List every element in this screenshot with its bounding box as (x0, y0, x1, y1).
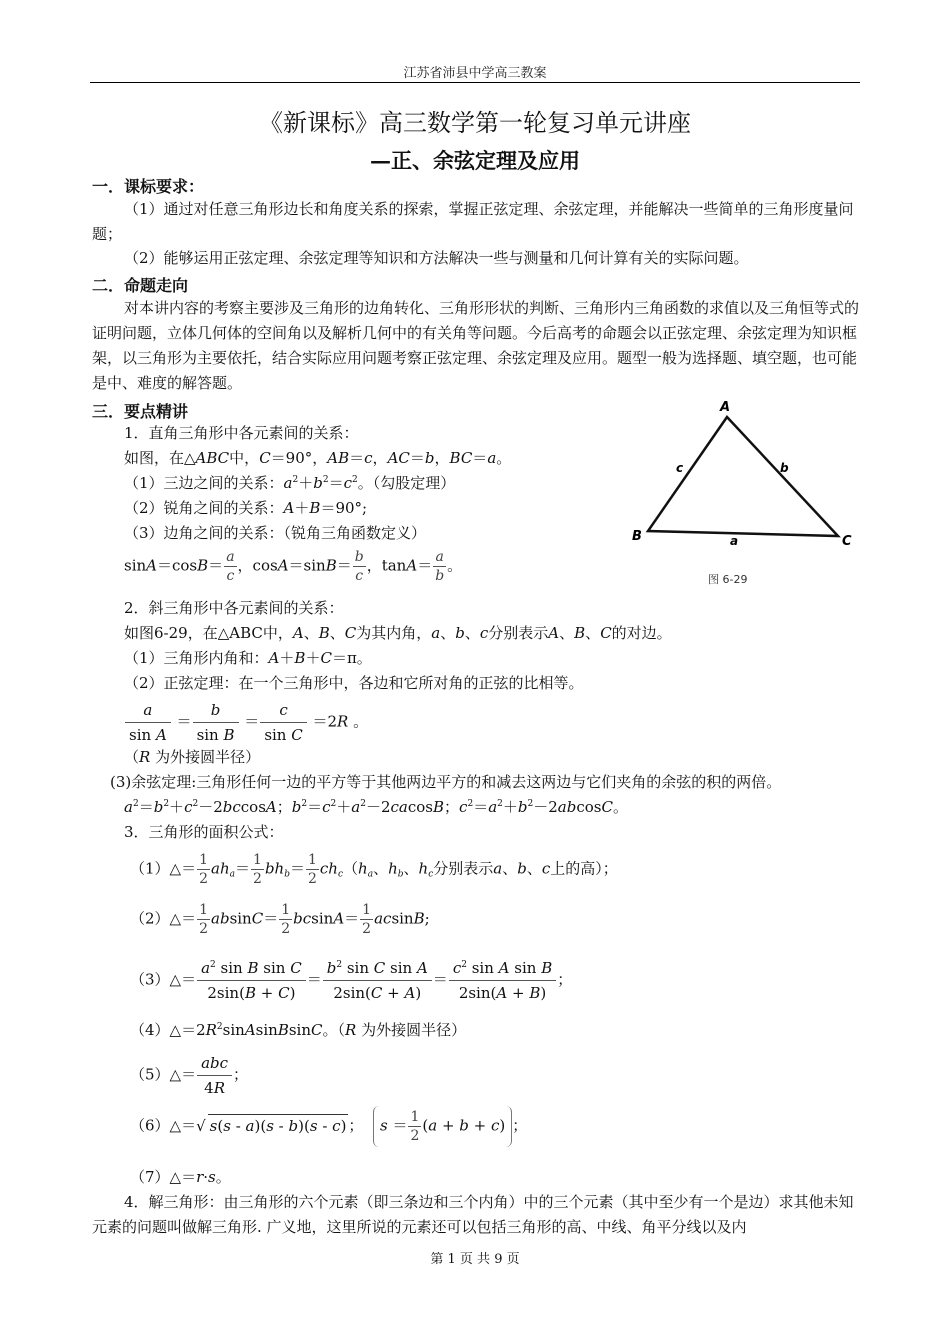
paragraph: （1）通过对任意三角形边长和角度关系的探索，掌握正弦定理、余弦定理，并能解决一些简单的三角形度量问题； (92, 200, 854, 243)
paragraph: 对本讲内容的考察主要涉及三角形的边角转化、三角形形状的判断、三角形内三角函数的求值以及三角恒等式的证明问题，立体几何体的空间角以及解析几何中的有关角等问题。今后高考的命题会以正弦定理、余弦定理为知识框架，以三角形为主要依托，结合实际应用问题考察正弦定理、余弦定理及应用。题型一般为选择题、填空题，也可能是中、难度的解答题。 (92, 299, 860, 392)
sine-law-line: （2）正弦定理：在一个三角形中，各边和它所对角的正弦的比相等。 (124, 674, 584, 692)
trig-formula: sinA＝cosB＝ $\frac{a}{c}$ ，cosA＝sinB＝ $\frac{b}{c}$ ，tanA＝ $\frac{a}{b}$ 。 (124, 549, 463, 584)
section-heading-3: 三．要点精讲 (92, 402, 189, 421)
area-formula-2: （2）△＝ $\frac{1}{2}$ absinC＝ $\frac{1}{2}$ bcsinA＝ $\frac{1}{2}$ acsinB; (130, 902, 430, 937)
point-1-title: 1．直角三角形中各元素间的关系： (124, 424, 359, 442)
cosine-law-line: (3)余弦定理:三角形任何一边的平方等于其他两边平方的和减去这两边与它们夹角的余弦的积的两倍。 (110, 773, 782, 791)
pythagoras-line: （1）三边之间的关系：$a^2+b^2=c^2$。（勾股定理） (124, 474, 456, 492)
side-b-label: b (780, 461, 789, 475)
area-formula-4: $(4)\triangle=2R^2sinAsinBsinC$。（R 为外接圆半径） (130, 1021, 467, 1039)
area-formula-7: （7）△＝r·s。 (130, 1168, 231, 1186)
figure-caption: 图 6-29 (708, 573, 748, 586)
area-formula-3: （3）△＝ $\frac{a^2 \sin B \sin C}{2\sin(B + C)}$ ＝ $\frac{b^2 \sin C \sin A}{2\sin(C + A)}$ ＝ $\frac{c^2 \sin A \sin B}{2\sin(A + B)}$ ； (130, 956, 572, 1005)
side-c-label: c (676, 461, 684, 475)
page-title: 《新课标》高三数学第一轮复习单元讲座 (259, 109, 691, 137)
section-heading-2: 二．命题走向 (92, 276, 189, 295)
paragraph: 4．解三角形：由三角形的六个元素（即三条边和三个内角）中的三个元素（其中至少有一个是边）求其他未知元素的问题叫做解三角形. 广义地，这里所说的元素还可以包括三角形的高、中线、角平分线以及内 (92, 1193, 854, 1236)
area-formula-6: （6）△＝√ s(s - a)(s - b)(s - c) ； s ＝ $\frac{1}{2}$ (a + b + c) ； (130, 1106, 527, 1147)
point-2-title: 2．斜三角形中各元素间的关系： (124, 599, 344, 617)
point-2-intro: 如图6-29，在△ABC中，A、B、C为其内角，a、b、c分别表示A、B、C的对边。 (124, 624, 672, 642)
acute-angle-line: （2）锐角之间的关系：A＋B＝90°; (124, 499, 368, 517)
paragraph: （2）能够运用正弦定理、余弦定理等知识和方法解决一些与测量和几何计算有关的实际问题。 (124, 249, 749, 267)
radius-note: （R 为外接圆半径） (124, 748, 261, 766)
side-a-label: a (730, 534, 739, 548)
header-rule (90, 82, 860, 83)
angle-sum-line: （1）三角形内角和：A＋B＋C＝π。 (124, 649, 372, 667)
cosine-law-formula: $a^2=b^2+c^2-2bccosA$；$b^2=c^2+a^2-2cacosB$；$c^2=a^2+b^2-2abcosC$。 (124, 798, 628, 816)
vertex-b-label: B (632, 529, 642, 544)
page-header: 江苏省沛县中学高三教案 (403, 66, 547, 81)
page-footer: 第 1 页 共 9 页 (430, 1252, 520, 1267)
point-1-intro: 如图，在△ABC中，C＝90°，AB＝c，AC＝b，BC＝a。 (124, 449, 512, 467)
point-3-title: 3．三角形的面积公式： (124, 823, 284, 841)
area-formula-1: （1）△＝ $\frac{1}{2}$ $ah_a=$ $\frac{1}{2}$ $bh_b=$ $\frac{1}{2}$ $ch_c(h_a$、$h_b$、$h_c$分别表示a、b、c上的高）； (130, 852, 618, 887)
sine-law-formula: $\frac{a}{\text{sin A}}$ ＝ $\frac{b}{\text{sin B}}$ ＝ $\frac{c}{\text{sin C}}$ ＝2R 。 (124, 698, 368, 747)
trig-def-line: （3）边角之间的关系：（锐角三角函数定义） (124, 524, 427, 542)
vertex-a-label: A (720, 400, 731, 415)
section-heading-1: 一．课标要求： (92, 177, 205, 196)
triangle-shape (648, 417, 838, 536)
page-subtitle: —正、余弦定理及应用 (370, 148, 580, 173)
area-formula-5: （5）△＝ abc 4R ； (130, 1051, 248, 1100)
vertex-c-label: C (842, 534, 852, 549)
triangle-figure (620, 395, 860, 595)
